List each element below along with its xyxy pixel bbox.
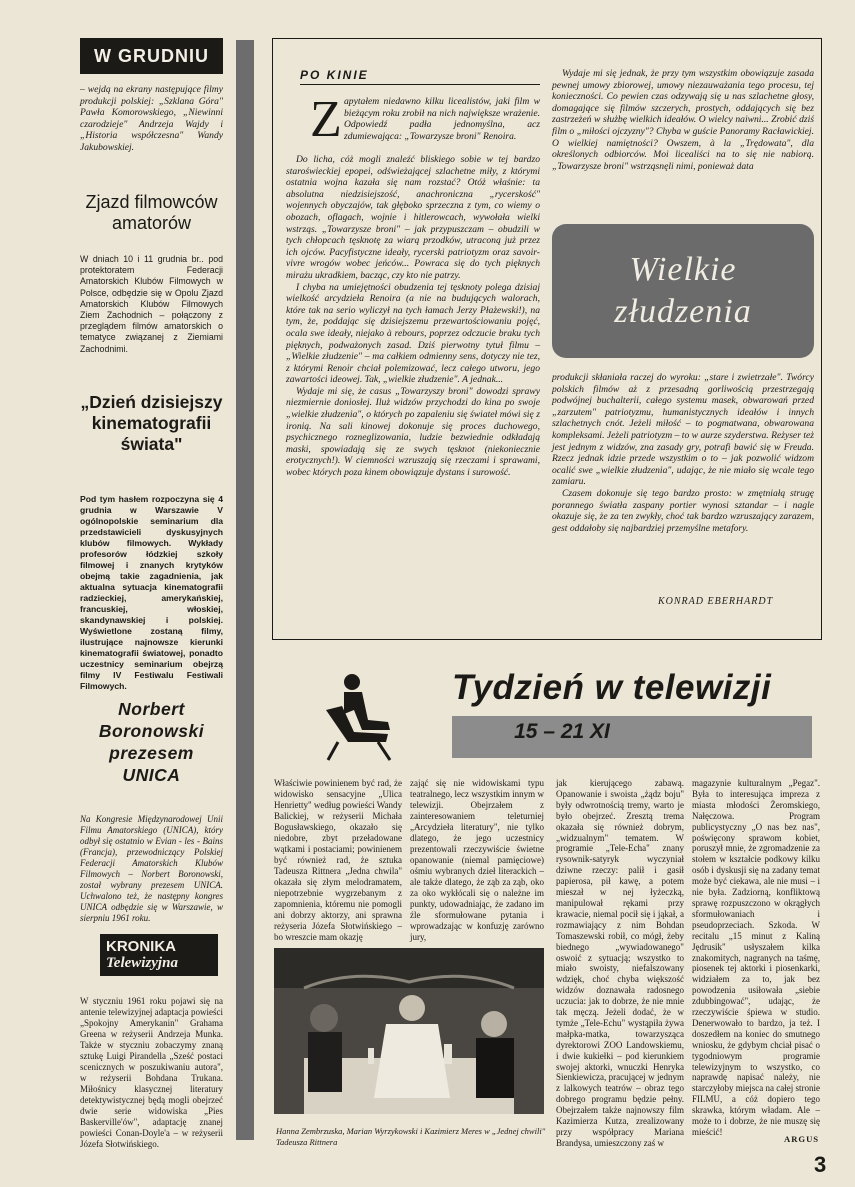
article-col1-p1: Do licha, cóż mogli znaleźć bliskiego sobie w tej bardzo staroświeckiej epopei, odświeżającej szlachetne miły, z którymi ostatnia wojna kazała się nam rozstać? Otóż właśnie: ta absolutna niedzisiejszość, anachroniczna „rycerskość" wojennych obyczajów, tak głęboko sprzeczna z tym, co wiemy o obozach, oflagach, wojnie i hitlerowcach, wywołała wielki wstrząs. „Towarzysze broni" – jak przypuszczam – obudzili w tych chłopcach tęsknotę za wiarą przodków, utraconą już przez ich ojców. Pacyfistyczne ideały, rycerski patriotyzm oraz savoir-vivre wrogów wobec jeńców... Powraca się do tych pięknych mirażu ukradkiem, bacząc, czy kto nie patrzy.: [286, 154, 540, 281]
norbert-text: Na Kongresie Międzynarodowej Unii Filmu Amatorskiego (UNICA), który odbył się ostatnio w Evian - les - Bains (Francja), przewodniczący Polskiej Federacji Amatorskich Klubów Filmowych – Norbert Boronowski, został wybrany prezesem UNICA. Uchwalono też, że następny kongres UNICA odbędzie się w Warszawie, w sierpniu 1961 roku.: [80, 814, 223, 923]
article-col2-top: [552, 68, 814, 172]
kronika-telewizyjna-logo: [100, 934, 218, 976]
tv-section-title: Tydzień w telewizji: [452, 668, 772, 707]
article-col1-p3: Wydaje mi się, że casus „Towarzyszy broni" dowodzi sprawy niezmiernie doniosłej. Iluż widzów przychodzi do kina po swoje „wielkie złudzenia", o których po zapaleniu się świateł mówi się z ironią. Na sali kinowej dokonuje się proces duchowego, psychicznego rozneglizowania, ludzie bezwiednie odkładają maski, spowiadają się ze swych tęsknot (niekoniecznie erotycznych!). W ciemności wzruszają się rzeczami i sprawami, wobec których poza kinem obowiązuje dystans i surowość.: [286, 385, 540, 479]
kronika-text: W styczniu 1961 roku pojawi się na antenie telewizyjnej adaptacja powieści „Spokojny Amerykanin" Grahama Greena w reżyserii Andrzeja Munka. Także w styczniu zobaczymy znaną sztukę Luigi Pirandella „Sześć postaci scenicznych w poszukiwaniu autora", w reżyserii Bohdana Trukana. Miłośnicy klasycznej literatury detektywistycznej będą mogli obejrzeć dwie serie widowiska „Pies Baskerville'ów", adaptację znanej powieści Conan-Doyle'a – w reżyserii Józefa Słotwińskiego.: [80, 996, 223, 1149]
zjazd-text: W dniach 10 i 11 grudnia br.. pod protektoratem Federacji Amatorskich Klubów Filmowych w Polsce, odbędzie się w Opolu Zjazd Amatorskich Klubów Filmowych Ziem Zachodnich – połączony z przeglądem filmów amatorskich o tematyce związanej z Ziemiami Zachodnimi.: [80, 254, 223, 354]
article-lead: [344, 96, 540, 142]
dzien-text: Pod tym hasłem rozpoczyna się 4 grudnia w Warszawie V ogólnopolskie seminarium dla przedstawicieli dyskusyjnych klubów filmowych. Wykłady profesorów łódzkiej szkoły filmowej i znanych krytyków obejmą takie zagadnienia, jak aktualna sytuacja kinematografii radzieckiej, amerykańskiej, francuskiej, włoskiej, skandynawskiej i polskiej. Wyświetlone zostaną filmy, ilustrujące najnowsze kierunki kinematografii światowej, ponadto uczestnicy seminarium obejrzą filmy IV Festiwalu Festiwali Filmowych.: [80, 494, 223, 691]
article-col2-bottom: [552, 372, 814, 534]
article-col2-top-p: Wydaje mi się jednak, że przy tym wszystkim obowiązuje zasada pewnej umowy zbiorowej, umowy niezauważania tego procesu, tej konieczności. Co pewien czas odzywają się u nas szlachetne głosy, domagające się filmów szczerych, prostych, oddających się bez zastrzeżeń w służbę wielkich ideałów. O wielcy naiwni... Zrobić dziś film o „miłości ojczyzny"? Chyba w guście Panoramy Racławickiej. O wielkiej namiętności? Owszem, à la „Trędowata", dla określonych odbiorców. Moi licealiści na to się nie nabiorą. „Towarzysze broni" wstrząsnęli nimi, ponieważ data: [552, 68, 814, 172]
article-col2-bottom-p1: produkcji skłaniała raczej do wyroku: „stare i zwietrzałe". Twórcy polskich filmów aż z przesadną gorliwością przestrzegają podwójnej buchalterii, całego systemu masek, obwarowań przed „zarzutem" patriotyzmu, humanistycznych ideałów i innych szlachetnych cnót. Jeżeli miłość – to pogmatwana, obwarowana kompleksami. Jeżeli patriotyzm – to w aurze szyderstwa. Reżyser też jest jednym z widzów, zna zasady gry, potrafi bawić się w Freuda. Rzecz jednak idzie przede wszystkim o to – jak pozwolić widzom ocalić swe „wielkie złudzenia", udając, że nie miało się wcale tego zamiaru.: [552, 372, 814, 488]
tv-col1: Właściwie powinienem być rad, że widowisko sensacyjne „Ulica Henrietty" według powieści Wandy Balickiej, w reżyserii Michała Bogusławskiego, okazało się niedobre, zbyt przeładowane wątkami i postaciami; powinienem być również rad, że sztuka Tadeusza Rittnera „Jedna chwila" okazała się złym melodramatem, niepotrzebnie wygrzebanym z zapomnienia, któremu nie pomogli ani dobrzy aktorzy, ani sprawna reżyseria Józefa Słotwińskiego – bo wreszcie mam okazję: [274, 778, 403, 942]
wielkie-word: Wielkie: [629, 251, 737, 288]
wielkie-zludzenia-title: [552, 224, 814, 358]
dzien-heading: „Dzień dzisiejszy kinematografii świata": [80, 392, 223, 454]
section-tag-w-grudniu: W GRUDNIU: [80, 38, 223, 74]
tv-viewer-chair-icon: [318, 670, 410, 762]
article-col2-bottom-p2: Czasem dokonuje się tego bardzo prosto: w zmętniałą strugę porannego światła zaspany portier wynosi sztandar – i nagle okazuje się, że za ten zwykły, choć tak bardzo wzruszający zarazem, gest oddałoby się najbardziej przemyślne metafory.: [552, 487, 814, 534]
article-col1-p2: I chyba na umiejętności obudzenia tej tęsknoty polega dzisiaj wielkość arcydzieła Renoira (a nie na budujących walorach, które tak na serio wyliczył na tych łamach Jerzy Płażewski!), na tym, że, poddając się dzisiejszemu przewartościowaniu pojęć, ocala swe ideały, niejako à rebours, poprzez odczucie braku tych pięknych, podważonych zasad. Dziś pierwotny tytuł filmu – „Wielkie złudzenie" – ma całkiem odmienny sens, dotyczy nie tez, z którymi Renoir chciał polemizować, lecz całego utworu, jego zawartości ideowej. Tak, „wielkie złudzenie". A jednak...: [286, 281, 540, 386]
tv-col2: zająć się nie widowiskami typu teatralnego, lecz wszystkim innym w telewizji. Obejrzałem z zainteresowaniem teleturniej „Arcydzieła literatury", nie tylko dlatego, że jego uczestnicy prezentowali rzeczywiście świetne opanowanie (niemal pamięciowe) ośmiu wybranych dzieł literackich – ale także dlatego, że ząb za ząb, oko za oko wykłócali się o należne im punkty, udowadniając, że zadano im źle sformułowane pytania i wprowadzając w konfuzję zarówno jury,: [410, 778, 544, 942]
article-lead-text: apytałem niedawno kilku licealistów, jaki film w bieżącym roku zrobił na nich największe wrażenie. Odpowiedź padła jednomyślna, acz zdumiewająca: „Towarzysze broni" Renoira.: [344, 96, 540, 142]
photo-scene-icon: [274, 948, 544, 1114]
tv-signature: ARGUS: [784, 1134, 820, 1144]
tv-col4: magazynie kulturalnym „Pegaz". Była to interesująca impreza z miasta młodości Żeromskiego, Nałęczowa. Program publicystyczny „O nas bez nas", poświęcony sprawom kobiet, poruszył mnie, że zgromadzenie za stołem w kształcie podkowy kilku osób i dyskusji się na zadany temat może być ciekawa, ale nie musi – i nie była. Zadziorną, konfliktową sprawę rozpuszczono w okrągłych sformułowaniach i pseudoprzeciach. Szkoda. W recitalu „15 minut z Kaliną Jędrusik" usłyszałem kilka znakomitych, nagranych na taśmę, piosenek tej aktorki i piosenkarki, widziałem za to, jak bez powodzenia usiłowała „siebie zdubbingować", udając, że rzeczywiście śpiewa w studio. Denerwowało to bardzo, ja też. I doszedłem na koniec do smutnego wniosku, że gdybym chciał pisać o tygodniowym programie telewizyjnym to wszystko, co naprawdę napisać należy, nie starczyłoby miejsca na całej stronie FILMU, a cóż dopiero tego skrawka, którym władam. Ale – może to i dobrze, że nie muszę się mieścić!: [692, 778, 820, 1137]
zjazd-heading: Zjazd filmowców amatorów: [85, 192, 218, 233]
norbert-heading: Norbert Boronowski prezesem UNICA: [98, 699, 205, 785]
tv-col3: jak kierującego zabawą. Opanowanie i swoista „żądz boju" były odwrotnością tremy, warto je było obejrzeć. Zresztą trema okazała się również dobrym, „widzualnym" tematem. W programie „Tele-Echa" znany rysownik-satyryk wyczyniał dziwne rzeczy: palił i gasił papierosa, pił kawę, a potem mieszał w nej łyżeczką, manipulował rękami przy krawacie, niemal pocił się i jąkał, a rozmawiający z nim Bohdan Tomaszewski robił, co mógł, żeby biednego „wywiadowanego" oswoić z sytuacją; wszystko to miało swoisty, niefalszowany wdzięk, choć chyba większość widzów doznawała radosnego uczucia: jak to dobrze, że nie mnie tak męczą. Jeżeli dodać, że w tymże „Tele-Echu" wystąpiła żywa małpka-matka, towarzysząca dyrektorowi ZOO Landowskiemu, i dwie kukiełki – pod kierunkiem swojej aktorki, wnuczki Henryka Sienkiewicza, pracującej w jednym z lalkowych teatrów – obraz tego dobrego programu będzie pełny. Obejrzałem także najnowszy film Kazimierza Kutza, zrealizowany przy współpracy Mariana Brandysa, umieszczony zaś w: [556, 778, 684, 1148]
article-author: KONRAD EBERHARDT: [658, 596, 774, 607]
po-kinie-rule: [300, 84, 540, 85]
photo-caption: Hanna Zembrzuska, Marian Wyrzykowski i Kazimierz Meres w „Jednej chwili" Tadeusza Rittnera: [276, 1126, 546, 1147]
kronika-word: KRONIKA: [106, 938, 176, 955]
tv-date-range: 15 – 21 XI: [514, 720, 610, 743]
article-col1-body: [286, 154, 540, 479]
vertical-divider-bar: [236, 40, 254, 1140]
po-kinie-label: PO KINIE: [300, 68, 369, 82]
w-grudniu-text: – wejdą na ekrany następujące filmy produkcji polskiej: „Szklana Góra" Pawła Komorowskiego, „Niewinni czarodzieje" Andrzeja Wajdy i „Historia współczesna" Wandy Jakubowskiej.: [80, 84, 223, 153]
dropcap: Z: [310, 91, 342, 148]
page-number: 3: [814, 1152, 827, 1177]
telewizyjna-word: Telewizyjna: [106, 955, 178, 971]
zludzenia-word: złudzenia: [614, 293, 752, 330]
tv-still-photo: [274, 948, 544, 1114]
